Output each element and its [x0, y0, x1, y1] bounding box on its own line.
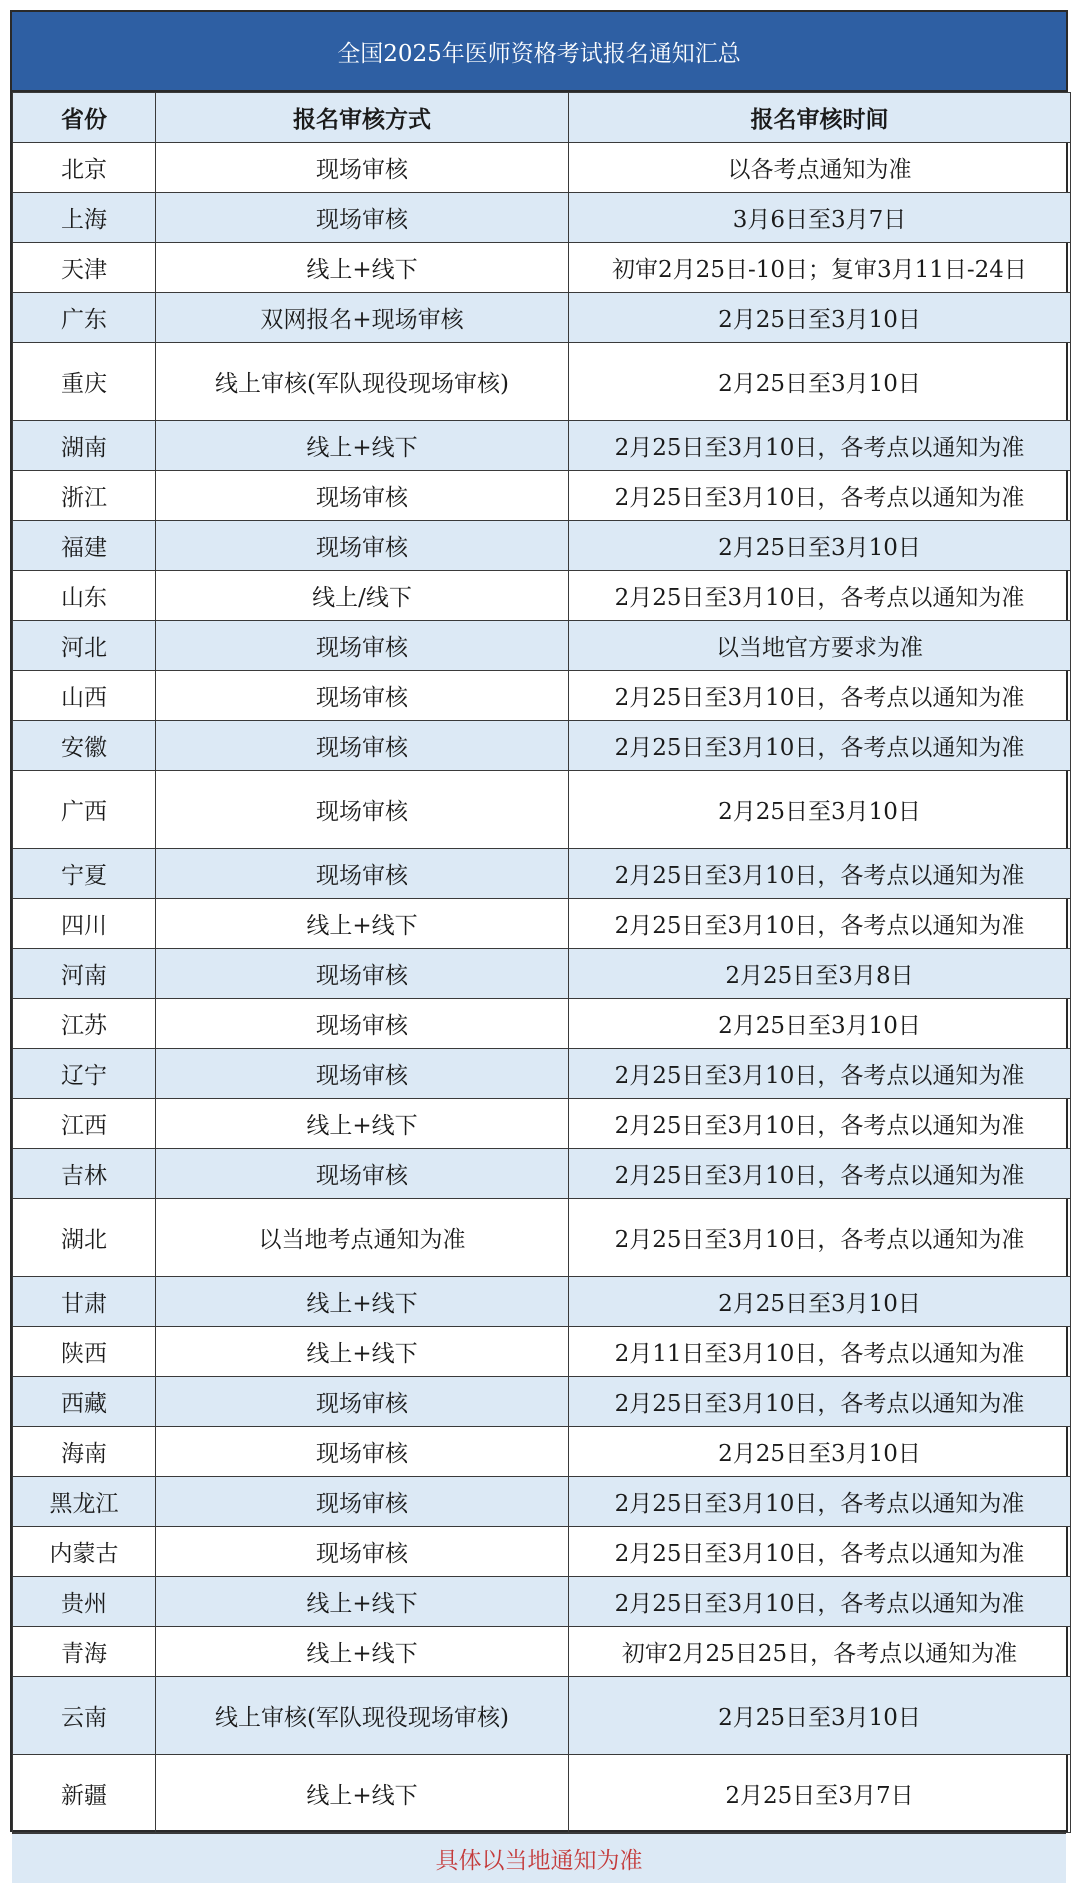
table-row	[13, 521, 1071, 571]
cell-time: 初审2月25日-10日；复审3月11日-24日	[569, 243, 1071, 293]
cell-province: 四川	[13, 899, 156, 949]
table-row	[13, 193, 1071, 243]
table-row	[13, 1149, 1071, 1199]
cell-province: 青海	[13, 1627, 156, 1677]
cell-method: 现场审核	[156, 849, 569, 899]
cell-method: 现场审核	[156, 621, 569, 671]
table-row	[13, 421, 1071, 471]
cell-method: 现场审核	[156, 721, 569, 771]
cell-method: 以当地考点通知为准	[156, 1199, 569, 1277]
cell-province: 内蒙古	[13, 1527, 156, 1577]
cell-province: 宁夏	[13, 849, 156, 899]
cell-method: 线上+线下	[156, 1327, 569, 1377]
cell-time: 2月25日至3月10日，各考点以通知为准	[569, 899, 1071, 949]
table-row	[13, 1627, 1071, 1677]
cell-province: 上海	[13, 193, 156, 243]
cell-method: 现场审核	[156, 1477, 569, 1527]
table-row	[13, 1677, 1071, 1755]
table-row	[13, 671, 1071, 721]
cell-province: 天津	[13, 243, 156, 293]
table-row	[13, 1377, 1071, 1427]
cell-time: 2月25日至3月10日，各考点以通知为准	[569, 1049, 1071, 1099]
cell-time: 2月25日至3月10日	[569, 521, 1071, 571]
table-row	[13, 243, 1071, 293]
table-row	[13, 1199, 1071, 1277]
header-method: 报名审核方式	[156, 93, 569, 143]
cell-province: 山东	[13, 571, 156, 621]
cell-method: 双网报名+现场审核	[156, 293, 569, 343]
cell-time: 2月25日至3月10日，各考点以通知为准	[569, 1149, 1071, 1199]
cell-method: 现场审核	[156, 1377, 569, 1427]
cell-time: 3月6日至3月7日	[569, 193, 1071, 243]
table-row	[13, 143, 1071, 193]
cell-time: 2月25日至3月10日，各考点以通知为准	[569, 1199, 1071, 1277]
cell-province: 贵州	[13, 1577, 156, 1627]
cell-province: 河北	[13, 621, 156, 671]
table-row	[13, 621, 1071, 671]
cell-time: 2月25日至3月10日	[569, 293, 1071, 343]
table-row	[13, 1755, 1071, 1833]
table-row	[13, 1527, 1071, 1577]
cell-method: 线上+线下	[156, 1099, 569, 1149]
cell-province: 广东	[13, 293, 156, 343]
cell-province: 云南	[13, 1677, 156, 1755]
cell-time: 2月25日至3月10日，各考点以通知为准	[569, 1477, 1071, 1527]
cell-time: 2月25日至3月10日，各考点以通知为准	[569, 571, 1071, 621]
cell-time: 2月25日至3月10日，各考点以通知为准	[569, 421, 1071, 471]
cell-province: 山西	[13, 671, 156, 721]
summary-sheet	[10, 10, 1068, 1874]
cell-method: 现场审核	[156, 471, 569, 521]
cell-province: 江西	[13, 1099, 156, 1149]
cell-province: 湖北	[13, 1199, 156, 1277]
cell-province: 西藏	[13, 1377, 156, 1427]
cell-time: 2月25日至3月10日，各考点以通知为准	[569, 1377, 1071, 1427]
cell-time: 2月25日至3月10日	[569, 999, 1071, 1049]
cell-method: 现场审核	[156, 999, 569, 1049]
cell-time: 2月25日至3月10日，各考点以通知为准	[569, 471, 1071, 521]
table-row	[13, 1577, 1071, 1627]
cell-method: 现场审核	[156, 1049, 569, 1099]
cell-time: 2月25日至3月10日，各考点以通知为准	[569, 671, 1071, 721]
table-row	[13, 849, 1071, 899]
cell-method: 线上+线下	[156, 1577, 569, 1627]
table-row	[13, 999, 1071, 1049]
table-row	[13, 1427, 1071, 1477]
table-header-row	[13, 93, 1071, 143]
cell-time: 2月25日至3月8日	[569, 949, 1071, 999]
cell-province: 海南	[13, 1427, 156, 1477]
cell-method: 现场审核	[156, 771, 569, 849]
table-row	[13, 899, 1071, 949]
header-time: 报名审核时间	[569, 93, 1071, 143]
cell-province: 安徽	[13, 721, 156, 771]
table-row	[13, 771, 1071, 849]
table-row	[13, 949, 1071, 999]
cell-province: 陕西	[13, 1327, 156, 1377]
cell-time: 以各考点通知为准	[569, 143, 1071, 193]
cell-method: 现场审核	[156, 521, 569, 571]
header-province: 省份	[13, 93, 156, 143]
cell-province: 北京	[13, 143, 156, 193]
table-row	[13, 571, 1071, 621]
cell-time: 2月25日至3月10日，各考点以通知为准	[569, 1577, 1071, 1627]
page-title: 全国2025年医师资格考试报名通知汇总	[12, 12, 1066, 92]
table-row	[13, 343, 1071, 421]
cell-method: 现场审核	[156, 671, 569, 721]
cell-method: 现场审核	[156, 193, 569, 243]
cell-province: 黑龙江	[13, 1477, 156, 1527]
table-row	[13, 293, 1071, 343]
cell-method: 线上+线下	[156, 899, 569, 949]
cell-time: 2月25日至3月10日	[569, 1677, 1071, 1755]
cell-province: 广西	[13, 771, 156, 849]
cell-method: 线上+线下	[156, 421, 569, 471]
cell-province: 浙江	[13, 471, 156, 521]
cell-method: 线上审核(军队现役现场审核)	[156, 1677, 569, 1755]
footer-note: 具体以当地通知为准	[12, 1833, 1066, 1883]
cell-time: 2月25日至3月7日	[569, 1755, 1071, 1833]
cell-time: 以当地官方要求为准	[569, 621, 1071, 671]
cell-time: 2月25日至3月10日	[569, 343, 1071, 421]
cell-province: 河南	[13, 949, 156, 999]
cell-time: 2月25日至3月10日	[569, 1427, 1071, 1477]
table-row	[13, 1099, 1071, 1149]
cell-time: 2月25日至3月10日，各考点以通知为准	[569, 1527, 1071, 1577]
table-body	[13, 143, 1071, 1833]
table-row	[13, 1049, 1071, 1099]
table-row	[13, 721, 1071, 771]
cell-province: 福建	[13, 521, 156, 571]
cell-province: 吉林	[13, 1149, 156, 1199]
cell-method: 现场审核	[156, 143, 569, 193]
cell-method: 现场审核	[156, 949, 569, 999]
cell-time: 初审2月25日25日，各考点以通知为准	[569, 1627, 1071, 1677]
cell-method: 线上审核(军队现役现场审核)	[156, 343, 569, 421]
cell-method: 线上+线下	[156, 1755, 569, 1833]
cell-time: 2月25日至3月10日，各考点以通知为准	[569, 1099, 1071, 1149]
cell-province: 江苏	[13, 999, 156, 1049]
cell-method: 线上/线下	[156, 571, 569, 621]
cell-method: 线上+线下	[156, 1627, 569, 1677]
cell-province: 甘肃	[13, 1277, 156, 1327]
cell-method: 线上+线下	[156, 243, 569, 293]
cell-time: 2月25日至3月10日，各考点以通知为准	[569, 721, 1071, 771]
cell-province: 重庆	[13, 343, 156, 421]
registration-table	[12, 92, 1071, 1833]
table-row	[13, 471, 1071, 521]
cell-province: 辽宁	[13, 1049, 156, 1099]
cell-method: 线上+线下	[156, 1277, 569, 1327]
cell-method: 现场审核	[156, 1149, 569, 1199]
table-row	[13, 1477, 1071, 1527]
cell-method: 现场审核	[156, 1427, 569, 1477]
cell-province: 新疆	[13, 1755, 156, 1833]
table-row	[13, 1277, 1071, 1327]
cell-time: 2月25日至3月10日，各考点以通知为准	[569, 849, 1071, 899]
cell-time: 2月25日至3月10日	[569, 1277, 1071, 1327]
cell-time: 2月11日至3月10日，各考点以通知为准	[569, 1327, 1071, 1377]
cell-method: 现场审核	[156, 1527, 569, 1577]
table-row	[13, 1327, 1071, 1377]
cell-province: 湖南	[13, 421, 156, 471]
cell-time: 2月25日至3月10日	[569, 771, 1071, 849]
